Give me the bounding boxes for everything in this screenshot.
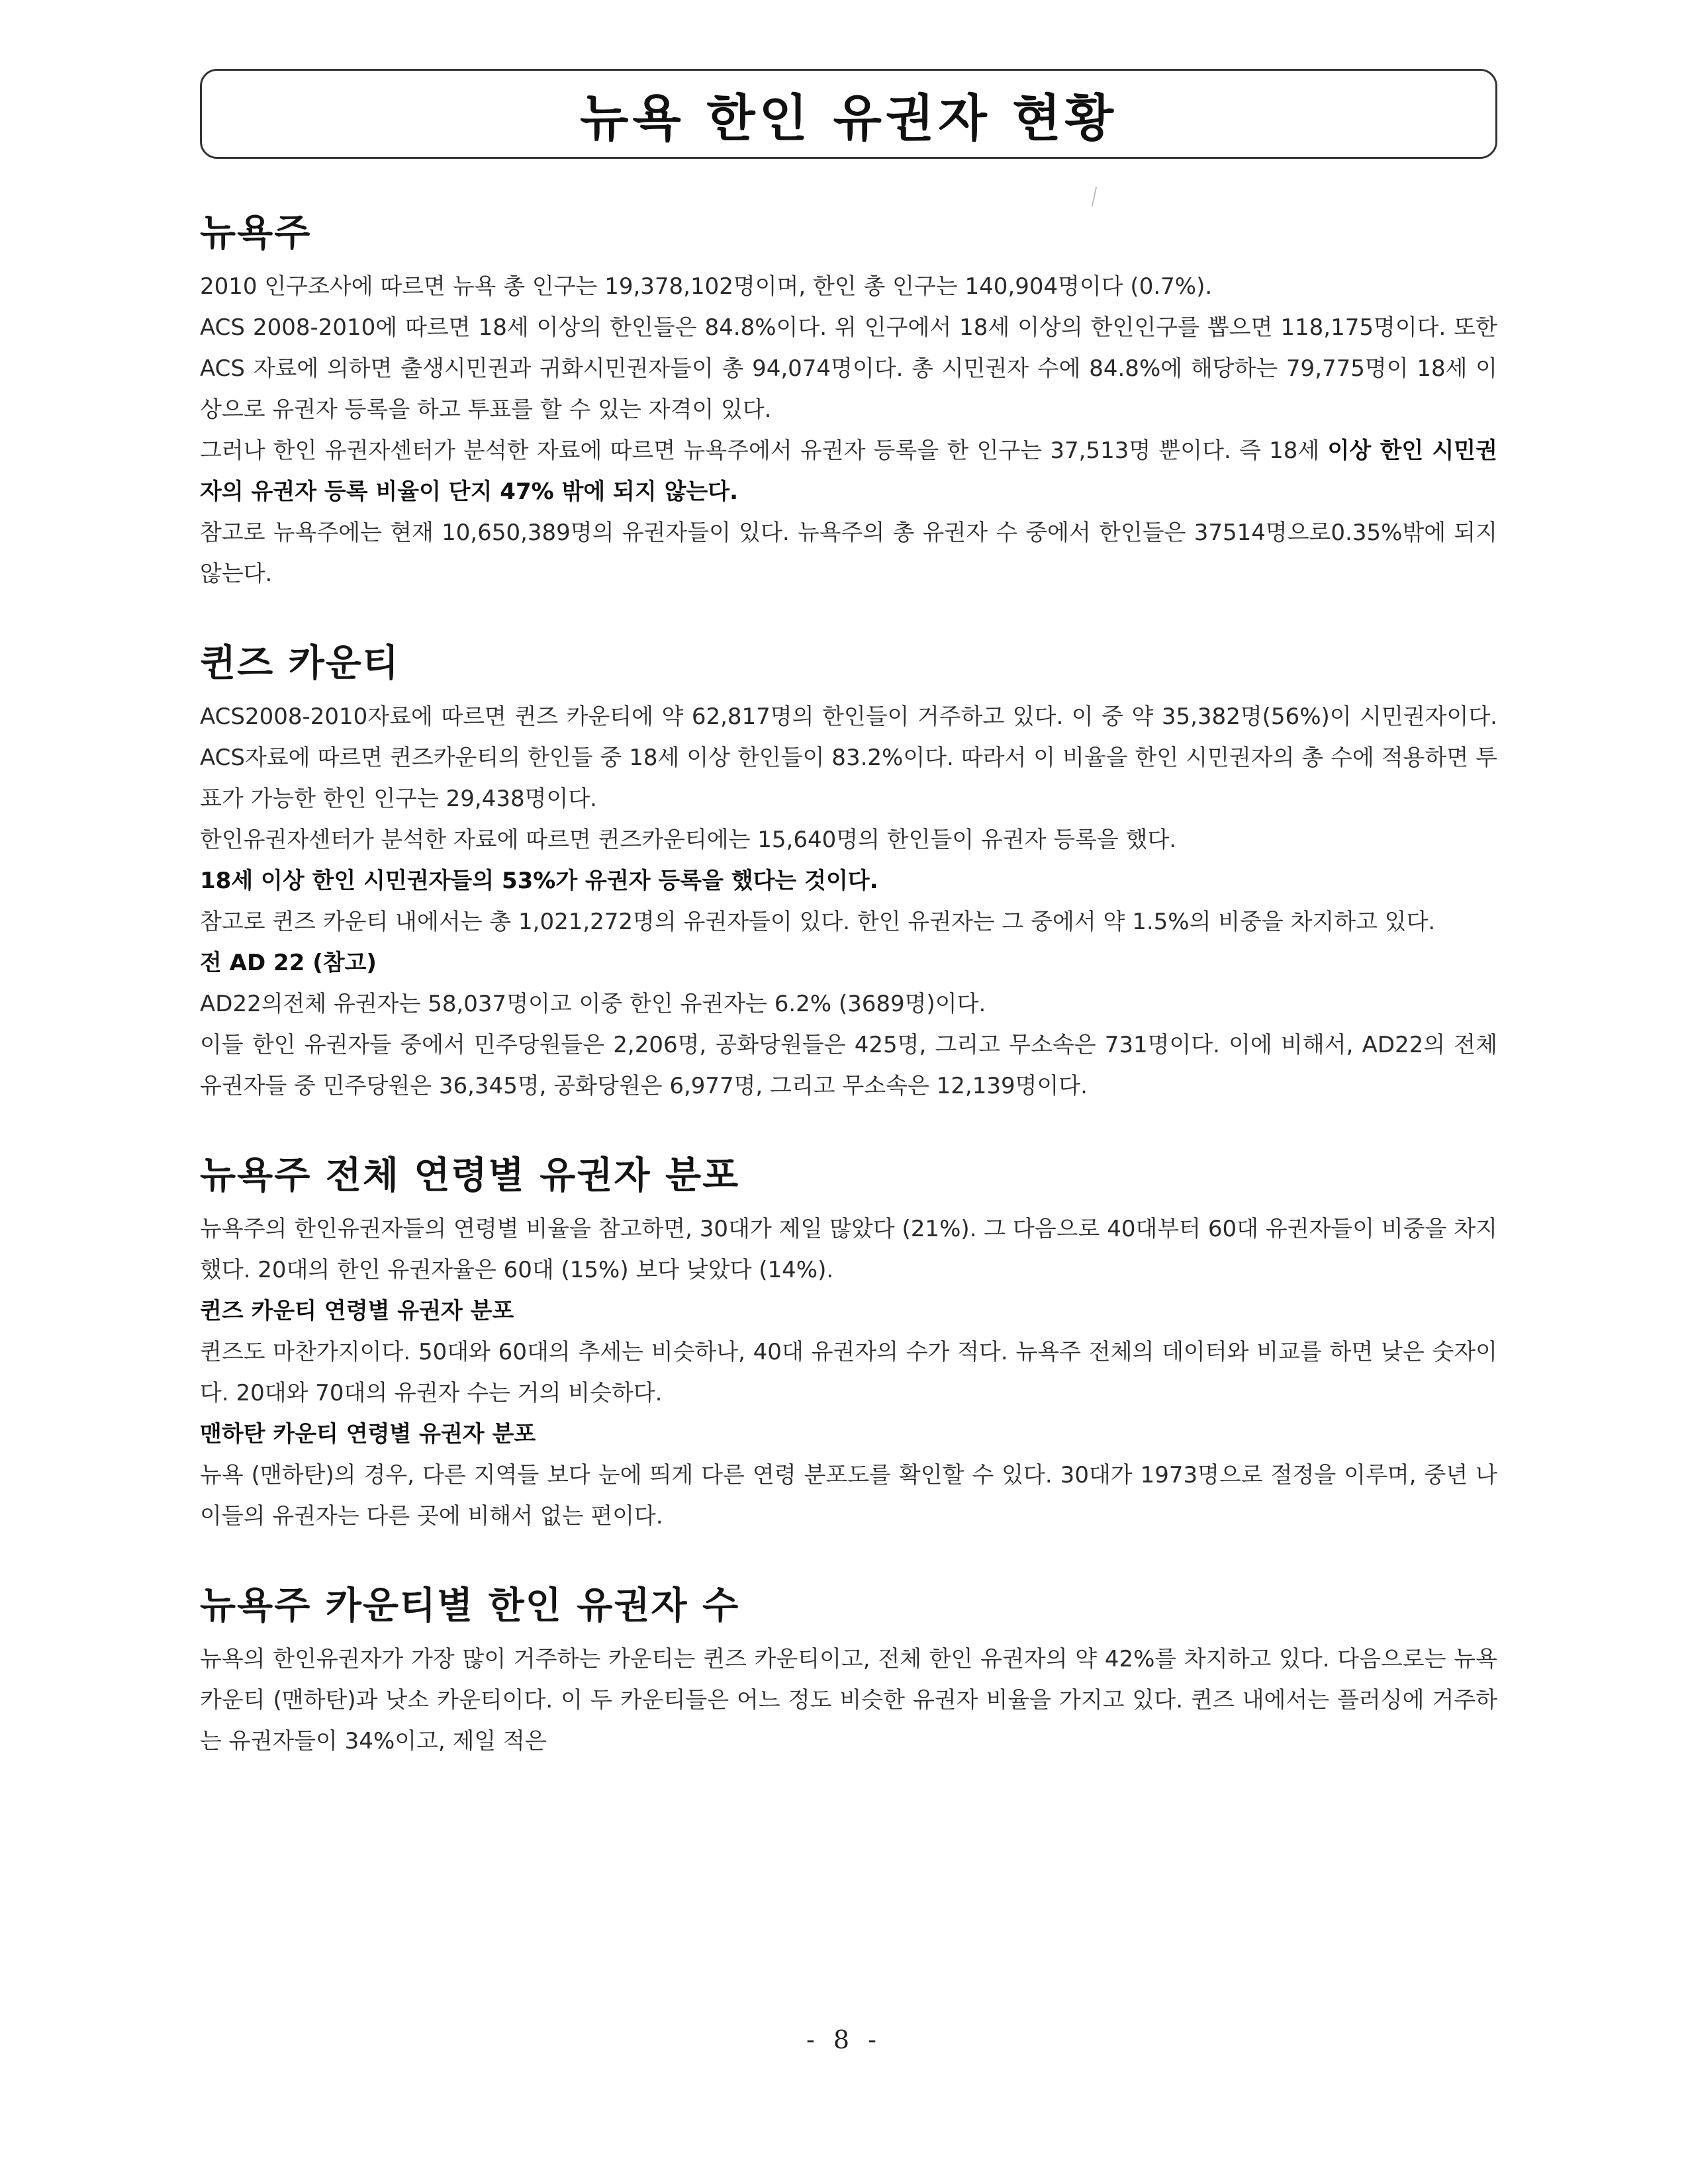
paragraph: 뉴욕주의 한인유권자들의 연령별 비율을 참고하면, 30대가 제일 많았다 (21%). 그 다음으로 40대부터 60대 유권자들이 비중을 차지했다. 20대의 한인 유권자율은 60대 (15%) 보다 낮았다 (14%).	[200, 1216, 1497, 1283]
subsection-heading: 퀸즈 카운티 연령별 유권자 분포	[200, 1298, 514, 1324]
paragraph: 참고로 퀸즈 카운티 내에서는 총 1,021,272명의 유권자들이 있다. 한인 유권자는 그 중에서 약 1.5%의 비중을 차지하고 있다.	[200, 909, 1436, 935]
paragraph-text: 그러나 한인 유권자센터가 분석한 자료에 따르면 뉴욕주에서 유권자 등록을 한 인구는 37,513명 뿐이다. 즉 18세	[200, 437, 1328, 464]
emphasis-paragraph: 18세 이상 한인 시민권자들의 53%가 유권자 등록을 했다는 것이다.	[200, 868, 878, 894]
paragraph: 참고로 뉴욕주에는 현재 10,650,389명의 유권자들이 있다. 뉴욕주의 총 유권자 수 중에서 한인들은 37514명으로0.35%밖에 되지 않는다.	[200, 520, 1497, 587]
document-body	[200, 210, 1497, 1808]
paragraph: 2010 인구조사에 따르면 뉴욕 총 인구는 19,378,102명이며, 한인 총 인구는 140,904명이다 (0.7%).	[200, 273, 1213, 300]
page-title: 뉴욕 한인 유권자 현황	[579, 88, 1118, 148]
paragraph: 한인유권자센터가 분석한 자료에 따르면 퀸즈카운티에는 15,640명의 한인들이 유권자 등록을 했다.	[200, 827, 1177, 853]
paragraph: AD22의전체 유권자는 58,037명이고 이중 한인 유권자는 6.2% (3689명)이다.	[200, 991, 986, 1017]
page-number: - 8 -	[806, 2025, 882, 2054]
section-heading: 퀸즈 카운티	[200, 642, 400, 685]
paragraph: 뉴욕 (맨하탄)의 경우, 다른 지역들 보다 눈에 띄게 다른 연령 분포도를 확인할 수 있다. 30대가 1973명으로 절정을 이루며, 중년 나이들의 유권자는 다른 곳에 비해서 없는 편이다.	[200, 1462, 1497, 1529]
subsection-heading: 전 AD 22 (참고)	[200, 950, 377, 976]
scan-artifact	[1092, 187, 1097, 206]
section-heading: 뉴욕주 전체 연령별 유권자 분포	[200, 1154, 740, 1197]
paragraph: ACS 2008-2010에 따르면 18세 이상의 한인들은 84.8%이다. 위 인구에서 18세 이상의 한인인구를 뽑으면 118,175명이다. 또한 ACS 자료에 의하면 출생시민권과 귀화시민권자들이 총 94,074명이다. 총 시민권자 수에 84.8%에 해당하는 79,775명이 18세 이상으로 유권자 등록을 하고 투표를 할 수 있는 자격이 있다.	[200, 314, 1497, 423]
section-heading: 뉴욕주 카운티별 한인 유권자 수	[200, 1584, 740, 1627]
section-new-york-state	[200, 210, 1497, 594]
emphasis-text: 이상 한인 시민권자의 유권자 등록 비율이 단지 47% 밖에 되지 않는다.	[200, 437, 1497, 505]
section-age-distribution	[200, 1153, 1497, 1537]
paragraph: 퀸즈도 마찬가지이다. 50대와 60대의 추세는 비슷하나, 40대 유권자의 수가 적다. 뉴욕주 전체의 데이터와 비교를 하면 낮은 숫자이다. 20대와 70대의 유권자 수는 거의 비슷하다.	[200, 1339, 1497, 1406]
title-box	[200, 69, 1497, 159]
paragraph: 뉴욕의 한인유권자가 가장 많이 거주하는 카운티는 퀸즈 카운티이고, 전체 한인 유권자의 약 42%를 차지하고 있다. 다음으로는 뉴욕 카운티 (맨하탄)과 낫소 카운티이다. 이 두 카운티들은 어느 정도 비슷한 유권자 비율을 가지고 있다. 퀸즈 내에서는 플러싱에 거주하는 유권자들이 34%이고, 제일 적은	[200, 1646, 1497, 1754]
subsection-heading: 맨하탄 카운티 연령별 유권자 분포	[200, 1421, 536, 1447]
section-county-voters	[200, 1583, 1497, 1762]
section-heading: 뉴욕주	[200, 212, 312, 255]
paragraph: 이들 한인 유권자들 중에서 민주당원들은 2,206명, 공화당원들은 425명, 그리고 무소속은 731명이다. 이에 비해서, AD22의 전체 유권자들 중 민주당원은 36,345명, 공화당원은 6,977명, 그리고 무소속은 12,139명이다.	[200, 1032, 1497, 1099]
section-queens-county	[200, 641, 1497, 1107]
paragraph	[200, 430, 1497, 512]
paragraph: ACS2008-2010자료에 따르면 퀸즈 카운티에 약 62,817명의 한인들이 거주하고 있다. 이 중 약 35,382명(56%)이 시민권자이다. ACS자료에 따르면 퀸즈카운티의 한인들 중 18세 이상 한인들이 83.2%이다. 따라서 이 비율을 한인 시민권자의 총 수에 적용하면 투표가 가능한 한인 인구는 29,438명이다.	[200, 704, 1497, 812]
